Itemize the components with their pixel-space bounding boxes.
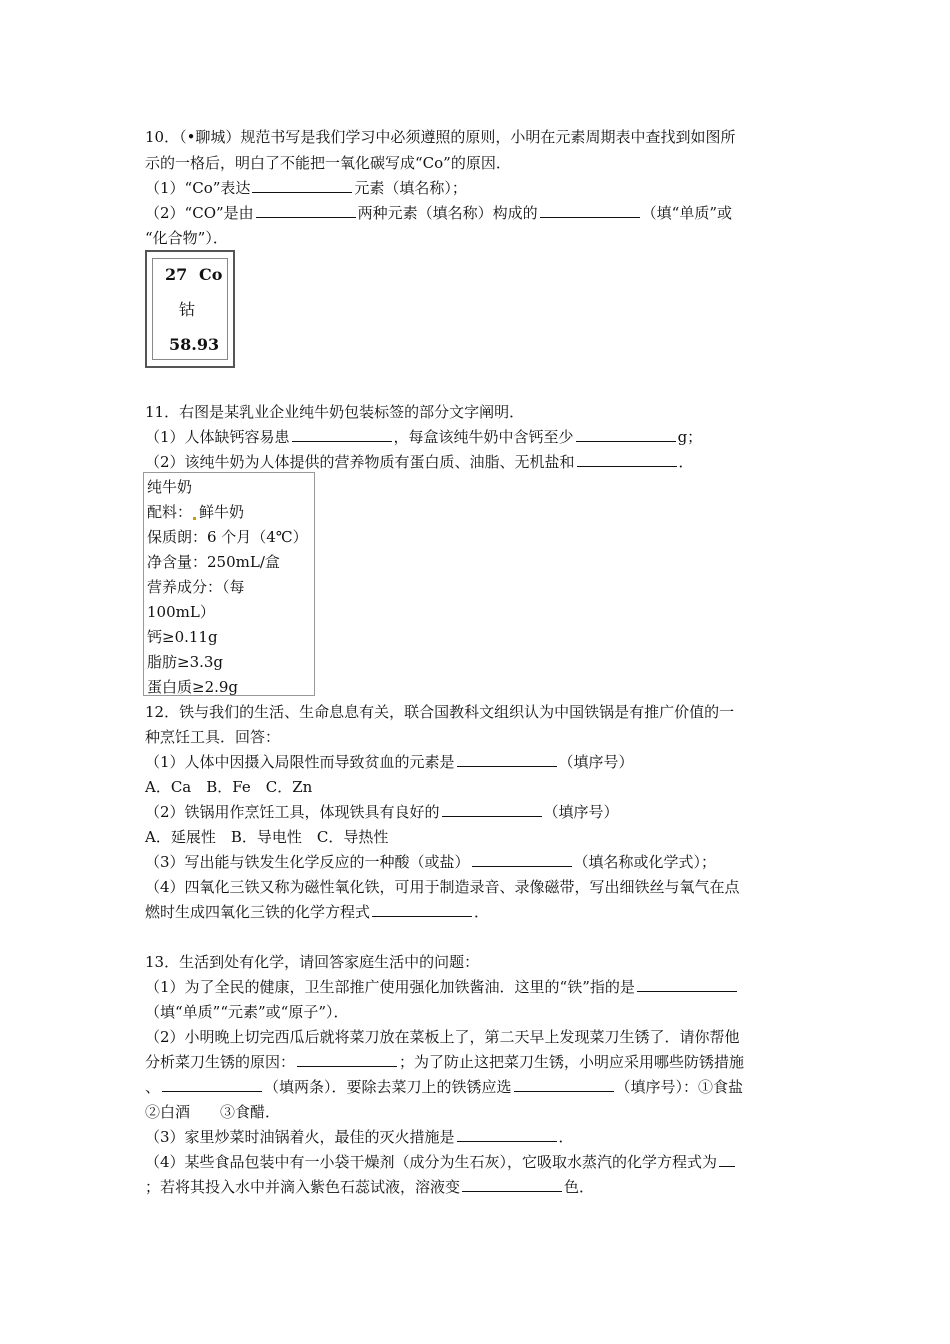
q11-part-1-text-c: g；: [677, 428, 703, 446]
q11-part-1-text-a: （1）人体缺钙容易患: [145, 428, 290, 446]
answer-blank[interactable]: [637, 977, 737, 992]
milk-label-title: 纯牛奶: [147, 478, 193, 496]
milk-label-ingredients: [147, 501, 244, 522]
q10-line-1: 10．（•聊城）规范书写是我们学习中必须遵照的原则，小明在元素周期表中查找到如图所: [145, 128, 736, 146]
milk-label-fat: 脂肪≥3.3g: [147, 653, 224, 671]
milk-label-net-content: 净含量：250mL/盒: [147, 553, 280, 571]
q13-part-1: [145, 977, 739, 997]
q12-part-4-text-b: 燃时生成四氧化三铁的化学方程式: [145, 903, 371, 921]
q12-part-1: [145, 752, 634, 772]
q13-part-3-text-b: ．: [558, 1128, 574, 1146]
q12-part-1-text-b: （填序号）: [558, 753, 634, 771]
milk-label-shelf-life: 保质朗：6 个月（4℃）: [147, 528, 308, 546]
q13-part-4-text-c: 色．: [564, 1178, 595, 1196]
q12-part-3-text-b: （填名称或化学式）；: [573, 853, 717, 871]
q11-part-1: [145, 427, 702, 447]
milk-label-calcium: 钙≥0.11g: [147, 628, 218, 646]
answer-blank[interactable]: [472, 852, 572, 867]
q13-part-2-text-c: ；为了防止这把菜刀生锈，小明应采用哪些防锈措施: [399, 1053, 745, 1071]
q12-line-1: 12．铁与我们的生活、生命息息有关，联合国教科文组织认为中国铁锅是有推广价值的一: [145, 703, 735, 721]
milk-label-nutrition-b: 100mL）: [147, 603, 215, 621]
q13-part-4-text-a: （4）某些食品包装中有一小袋干燥剂（成分为生石灰），它吸取水蒸汽的化学方程式为: [145, 1153, 718, 1171]
q13-part-2-line-4: ②白酒 ③食醋．: [145, 1103, 281, 1121]
q12-part-4-line-2: [145, 902, 489, 922]
q11-line-1: 11．右图是某乳业企业纯牛奶包装标签的部分文字阐明．: [145, 403, 525, 421]
answer-blank[interactable]: [442, 802, 542, 817]
q13-part-2-line-2: [145, 1052, 744, 1072]
q12-part-4-line-1: （4）四氧化三铁又称为磁性氧化铁，可用于制造录音、录像磁带，写出细铁丝与氧气在点: [145, 878, 740, 896]
q13-part-2-text-b: 分析菜刀生锈的原因：: [145, 1053, 296, 1071]
q12-part-3-text-a: （3）写出能与铁发生化学反应的一种酸（或盐）: [145, 853, 470, 871]
q11-part-1-text-b: ，每盒该纯牛奶中含钙至少: [393, 428, 574, 446]
q12-part-1-text-a: （1）人体中因摄入局限性而导致贫血的元素是: [145, 753, 455, 771]
q13-part-3-text-a: （3）家里炒菜时油锅着火，最佳的灭火措施是: [145, 1128, 455, 1146]
answer-blank[interactable]: [576, 427, 676, 442]
q13-part-2-text-e: （填两条）．要除去菜刀上的铁锈应选: [264, 1078, 512, 1096]
element-symbol: Co: [199, 265, 223, 284]
answer-blank[interactable]: [514, 1077, 614, 1092]
q13-part-4-text-b: ；若将其投入水中并滴入紫色石蕊试液，溶液变: [145, 1178, 461, 1196]
q10-line-2: 示的一格后，明白了不能把一氧化碳写成“Co”的原因．: [145, 154, 511, 172]
answer-blank[interactable]: [719, 1152, 735, 1167]
answer-blank[interactable]: [256, 203, 356, 218]
periodic-table-cell-image: [145, 250, 235, 368]
q13-part-2-text-f: （填序号）：①食盐: [615, 1078, 744, 1096]
q13-part-4-line-2: [145, 1177, 594, 1197]
q12-part-1-options: A．Ca B．Fe C．Zn: [145, 778, 313, 796]
q12-line-2: 种烹饪工具．回答：: [145, 728, 281, 746]
q13-part-3: [145, 1127, 574, 1147]
q11-part-2-text-a: （2）该纯牛奶为人体提供的营养物质有蛋白质、油脂、无机盐和: [145, 453, 575, 471]
q11-part-2-text-b: ．: [678, 453, 694, 471]
q10-part-2-cont: “化合物”）．: [145, 229, 228, 247]
answer-blank[interactable]: [297, 1052, 397, 1067]
q13-part-4-line-1: [145, 1152, 737, 1172]
answer-blank[interactable]: [162, 1077, 262, 1092]
q12-part-2: [145, 802, 619, 822]
q13-part-1-cont: （填“单质”“元素”或“原子”）．: [145, 1003, 349, 1021]
q13-part-1-text-a: （1）为了全民的健康，卫生部推广使用强化加铁酱油．这里的“铁”指的是: [145, 978, 635, 996]
answer-blank[interactable]: [462, 1177, 562, 1192]
answer-blank[interactable]: [372, 902, 472, 917]
q12-part-3: [145, 852, 716, 872]
q12-part-2-text-b: （填序号）: [543, 803, 619, 821]
q10-part-2-text-c: （填“单质”或: [641, 204, 733, 222]
q10-part-2: [145, 203, 732, 223]
milk-label-protein: 蛋白质≥2.9g: [147, 678, 239, 696]
ingredients-value: 鲜牛奶: [199, 503, 245, 521]
milk-label-box: [143, 472, 315, 696]
q10-part-2-text-b: 两种元素（填名称）构成的: [357, 204, 538, 222]
q10-part-1-text-b: 元素（填名称）；: [354, 179, 467, 197]
q12-part-4-text-c: ．: [474, 903, 490, 921]
q13-line-1: 13．生活到处有化学，请回答家庭生活中的问题：: [145, 953, 480, 971]
atomic-mass: 58.93: [169, 335, 220, 354]
q13-part-2-line-1: （2）小明晚上切完西瓜后就将菜刀放在菜板上了，第二天早上发现菜刀生锈了．请你帮他: [145, 1028, 740, 1046]
ingredients-label: 配料：: [147, 503, 193, 521]
q10-part-1: [145, 178, 467, 198]
answer-blank[interactable]: [292, 427, 392, 442]
q10-part-1-text-a: （1）“Co”表达: [145, 179, 251, 197]
answer-blank[interactable]: [577, 452, 677, 467]
q13-part-2-line-3: [145, 1077, 743, 1097]
answer-blank[interactable]: [457, 752, 557, 767]
q12-part-2-options: A．延展性 B．导电性 C．导热性: [145, 828, 389, 846]
stray-mark: [193, 517, 196, 520]
element-name: 钴: [179, 300, 196, 319]
q13-part-2-text-d: 、: [145, 1078, 161, 1096]
q12-part-2-text-a: （2）铁锅用作烹饪工具，体现铁具有良好的: [145, 803, 440, 821]
answer-blank[interactable]: [252, 178, 352, 193]
q11-part-2: [145, 452, 694, 472]
answer-blank[interactable]: [457, 1127, 557, 1142]
milk-label-nutrition-a: 营养成分：（每: [147, 578, 245, 596]
atomic-number: 27: [165, 265, 188, 284]
answer-blank[interactable]: [540, 203, 640, 218]
q10-part-2-text-a: （2）“CO”是由: [145, 204, 254, 222]
